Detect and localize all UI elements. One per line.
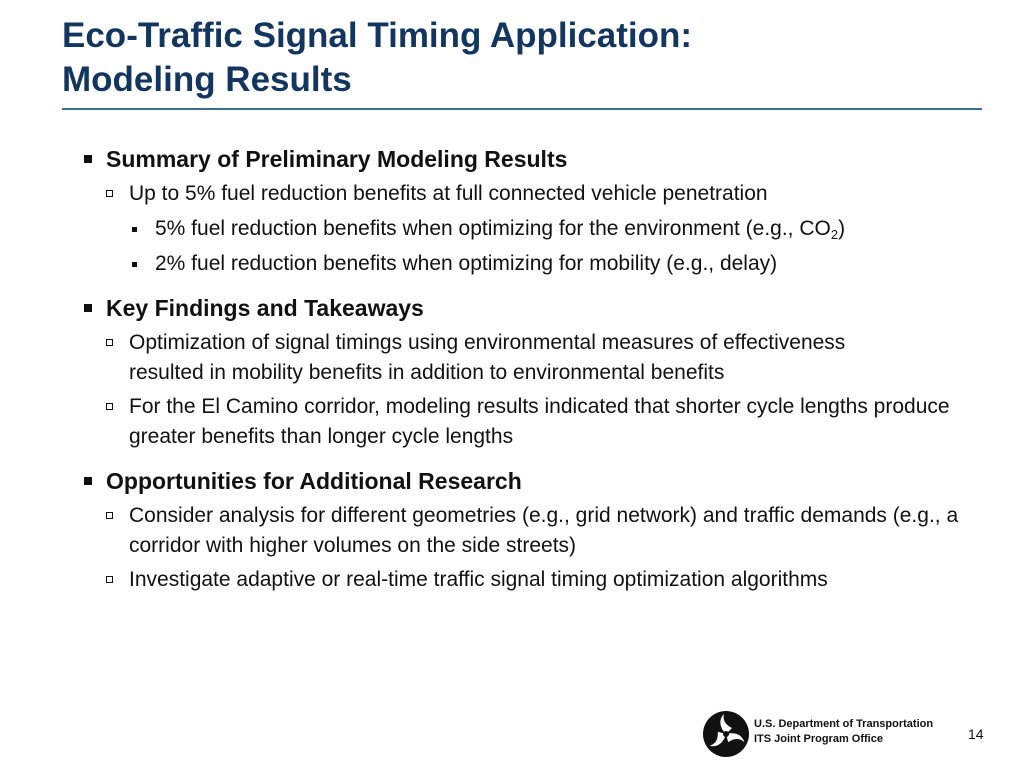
- page-number: 14: [968, 726, 984, 742]
- section-heading-key-findings: Key Findings and Takeaways: [82, 293, 1007, 324]
- sub-bullet-item: 2% fuel reduction benefits when optimizing for mobility (e.g., delay): [132, 249, 1007, 279]
- slide-title: [62, 14, 992, 102]
- footer: [702, 708, 1012, 764]
- section-heading-summary: Summary of Preliminary Modeling Results: [82, 144, 1007, 175]
- sub-bullet-item: 5% fuel reduction benefits when optimizing for the environment (e.g., $CO_2$): [132, 214, 1007, 244]
- bullet-item: Up to 5% fuel reduction benefits at full connected vehicle penetration: [106, 179, 1007, 209]
- hollow-square-bullet-icon: [106, 576, 113, 583]
- slide-body: [82, 144, 1007, 595]
- hollow-square-bullet-icon: [106, 403, 113, 410]
- bullet-item: For the El Camino corridor, modeling results indicated that shorter cycle lengths produce greater benefits than longer cycle lengths: [106, 392, 959, 452]
- title-divider: [62, 108, 982, 110]
- slide-title-line-2: Modeling Results: [62, 60, 352, 99]
- bullet-item: Consider analysis for different geometries (e.g., grid network) and traffic demands (e.g., a corridor with higher volumes on the side streets): [106, 501, 964, 561]
- slide-title-line-1: Eco-Traffic Signal Timing Application:: [62, 16, 693, 55]
- small-square-bullet-icon: [132, 262, 137, 267]
- bullet-item: Investigate adaptive or real-time traffic signal timing optimization algorithms: [106, 565, 1007, 595]
- square-bullet-icon: [84, 155, 92, 163]
- small-square-bullet-icon: [132, 227, 137, 232]
- hollow-square-bullet-icon: [106, 339, 113, 346]
- department-name: U.S. Department of Transportation ITS Joint Program Office: [754, 718, 934, 745]
- square-bullet-icon: [84, 477, 92, 485]
- bullet-item: Optimization of signal timings using environmental measures of effectiveness resulted in mobility benefits in addition to environmental benefits: [106, 328, 919, 388]
- hollow-square-bullet-icon: [106, 512, 113, 519]
- hollow-square-bullet-icon: [106, 190, 113, 197]
- subscript-2: 2: [830, 227, 839, 242]
- dot-triskelion-logo-icon: [702, 710, 750, 758]
- section-heading-opportunities: Opportunities for Additional Research: [82, 466, 1007, 497]
- square-bullet-icon: [84, 304, 92, 312]
